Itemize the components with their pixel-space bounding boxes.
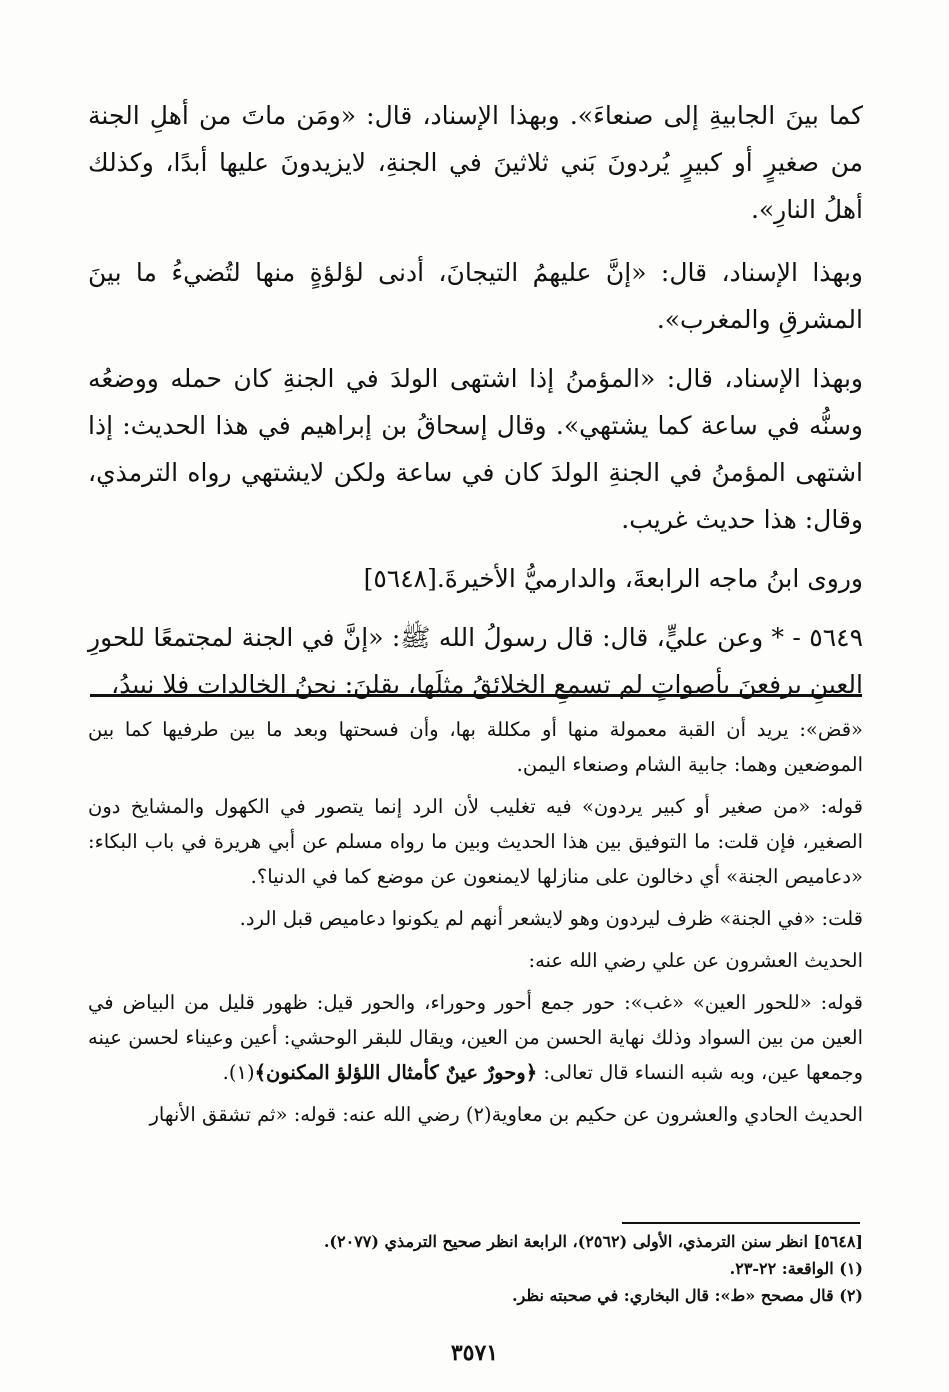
commentary-paragraph-5-text: قوله: «للحور العين» «غب»: حور جمع أحور وحوراء، والحور قيل: ظهور قليل من البياض في العين من بين السواد وذلك نهاية الحسن من العين، ويقال للبقر الوحشي: أعين وعيناء لحسن عينه وجمعها عين، وبه شبه النساء قال تعالى:	[88, 991, 863, 1084]
main-paragraph-1: كما بينَ الجابيةِ إلى صنعاءَ». وبهذا الإسناد، قال: «ومَن ماتَ من أهلِ الجنة من صغيرٍ أو كبيرٍ يُردونَ بَني ثلاثينَ في الجنةِ، لايزيدونَ عليها أبدًا، وكذلك أهلُ النارِ».	[88, 101, 863, 224]
main-paragraph-2: وبهذا الإسناد، قال: «إنَّ عليهمُ التيجانَ، أدنى لؤلؤةٍ منها لتُضيءُ ما بينَ المشرقِ والمغرب».	[88, 258, 863, 334]
main-paragraph-3: وبهذا الإسناد، قال: «المؤمنُ إذا اشتهى الولدَ في الجنةِ كان حمله ووضعُه وسنُّه في ساعة كما يشتهي». وقال إسحاقُ بن إبراهيم في هذا الحديث: إذا اشتهى المؤمنُ في الجنةِ الولدَ كان في ساعة ولكن لايشتهي رواه الترمذي، وقال: هذا حديث غريب.	[88, 364, 863, 534]
commentary-heading-21: الحديث الحادي والعشرون عن حكيم بن معاوية(٢) رضي الله عنه: قوله: «ثم تشقق الأنهار	[149, 1103, 863, 1126]
main-commentary-divider	[90, 694, 862, 697]
page-number: ٣٥٧١	[450, 1340, 499, 1366]
commentary-section	[88, 712, 863, 1139]
commentary-paragraph-1: «قض»: يريد أن القبة معمولة منها أو مكللة بها، وأن فسحتها وبعد ما بين طرفيها كما بين الموضعين وهما: جابية الشام وصنعاء اليمن.	[88, 718, 863, 776]
footnote-5648: [٥٦٤٨] انظر سنن الترمذي، الأولى (٢٥٦٢)، الرابعة انظر صحيح الترمذي (٢٠٧٧).	[323, 1232, 863, 1251]
footnote-1: (١) الواقعة: ٢٢-٢٣.	[729, 1259, 863, 1278]
commentary-paragraph-5	[88, 985, 863, 1090]
main-paragraph-5: ٥٦٤٩ - * وعن عليٍّ، قال: قال رسولُ الله ﷺ: «إنَّ في الجنة لمجتمعًا للحورِ العينِ يرفعنَ بأصواتٍ لم تسمعِ الخلائقُ مثلَها، يقلنَ: نحنُ الخالدات فلا نبيدُ،	[88, 623, 863, 699]
commentary-paragraph-3: قلت: «في الجنة» ظرف ليردون وهو لايشعر أنهم لم يكونوا دعاميص قبل الرد.	[239, 907, 863, 930]
commentary-heading-20: الحديث العشرون عن علي رضي الله عنه:	[528, 949, 863, 972]
footnote-2: (٢) قال مصحح «ط»: قال البخاري: في صحبته نظر.	[511, 1286, 863, 1305]
footnote-divider	[622, 1222, 860, 1224]
main-hadith-text	[88, 92, 863, 720]
main-paragraph-4: وروى ابنُ ماجه الرابعةَ، والدارميُّ الأخيرةَ.[٥٦٤٨]	[363, 564, 863, 593]
commentary-paragraph-2: قوله: «من صغير أو كبير يردون» فيه تغليب لأن الرد إنما يتصور في الكهول والمشايخ دون الصغير، فإن قلت: ما التوفيق بين هذا الحديث وبين ما رواه مسلم عن أبي هريرة في باب البكاء: «دعاميص الجنة» أي دخالون على منازلها لايمنعون عن موضع كما في الدنيا؟.	[88, 795, 863, 888]
footnote-ref-1: (١).	[222, 1061, 255, 1084]
quran-verse: ﴿وحورٌ عينٌ كأمثال اللؤلؤ المكنون﴾	[254, 1061, 538, 1084]
footnotes	[88, 1228, 863, 1309]
